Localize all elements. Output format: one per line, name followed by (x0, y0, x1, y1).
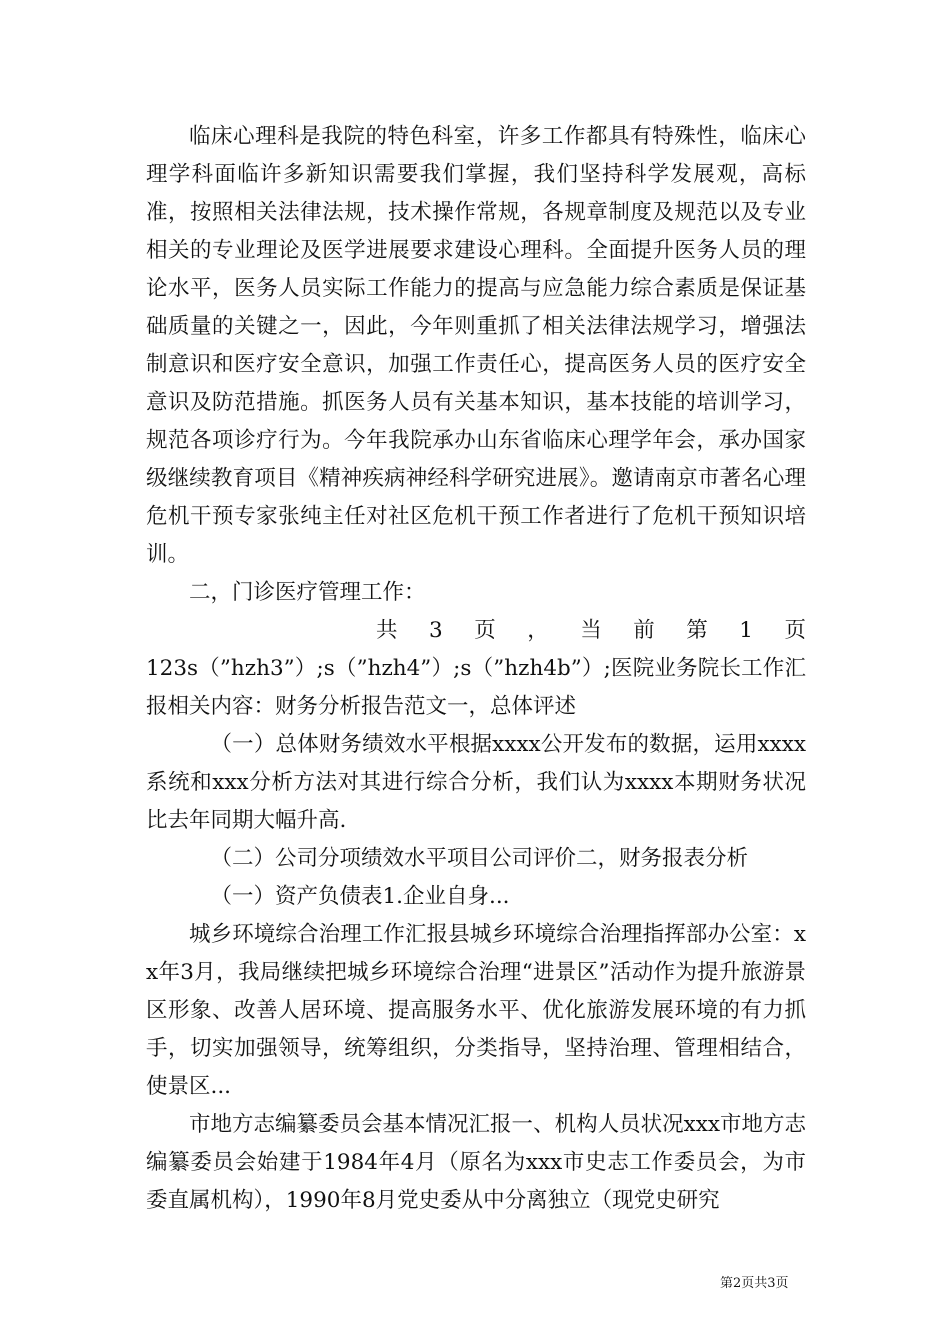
paragraph-urban-rural-environment: 城乡环境综合治理工作汇报县城乡环境综合治理指挥部办公室：xx年3月，我局继续把城乡环境综合治理“进景区”活动作为提升旅游景区形象、改善人居环境、提高服务水平、优化旅游发展环境的有力抓手，切实加强领导，统筹组织，分类指导，坚持治理、管理相结合，使景区... (146, 922, 806, 1099)
pager-char: 3 (429, 618, 443, 643)
pager-char: 1 (739, 618, 753, 643)
pager-char: ， (527, 618, 549, 643)
paragraph-local-chronicles: 市地方志编纂委员会基本情况汇报一、机构人员状况xxx市地方志编纂委员会始建于1984年4月（原名为xxx市史志工作委员会，为市委直属机构），1990年8月党史委从中分离独立（现党史研究 (146, 1112, 806, 1213)
inline-page-indicator (146, 612, 806, 650)
pager-char: 页 (784, 618, 806, 643)
document-body (146, 118, 806, 1220)
pager-char: 当 (580, 618, 602, 643)
paragraph-clinical-psychology: 临床心理科是我院的特色科室，许多工作都具有特殊性，临床心理学科面临许多新知识需要我们掌握，我们坚持科学发展观，高标准，按照相关法律法规，技术操作常规，各规章制度及规范以及专业相关的专业理论及医学进展要求建设心理科。全面提升医务人员的理论水平，医务人员实际工作能力的提高与应急能力综合素质是保证基础质量的关键之一，因此，今年则重抓了相关法律法规学习，增强法制意识和医疗安全意识，加强工作责任心，提高医务人员的医疗安全意识及防范措施。抓医务人员有关基本知识，基本技能的培训学习，规范各项诊疗行为。今年我院承办山东省临床心理学年会，承办国家级继续教育项目《精神疾病神经科学研究进展》。邀请南京市著名心理危机干预专家张纯主任对社区危机干预工作者进行了危机干预知识培训。 (146, 124, 806, 567)
pager-char: 共 (376, 618, 398, 643)
paragraph-code-line: 123s（”hzh3”）;s（”hzh4”）;s（”hzh4b”）;医院业务院长工作汇报相关内容：财务分析报告范文一，总体评述 (146, 656, 806, 719)
pager-char: 页 (474, 618, 496, 643)
page-footer: 第2页共3页 (720, 1276, 789, 1291)
paragraph-balance-sheet: （一）资产负债表1.企业自身... (210, 884, 510, 909)
paragraph-item-performance: （二）公司分项绩效水平项目公司评价二，财务报表分析 (210, 846, 749, 871)
pager-char: 前 (633, 618, 655, 643)
paragraph-overall-performance: （一）总体财务绩效水平根据xxxx公开发布的数据，运用xxxx系统和xxx分析方法对其进行综合分析，我们认为xxxx本期财务状况比去年同期大幅升高. (146, 732, 806, 833)
pager-char: 第 (686, 618, 708, 643)
paragraph-outpatient-heading: 二，门诊医疗管理工作： (189, 580, 426, 605)
